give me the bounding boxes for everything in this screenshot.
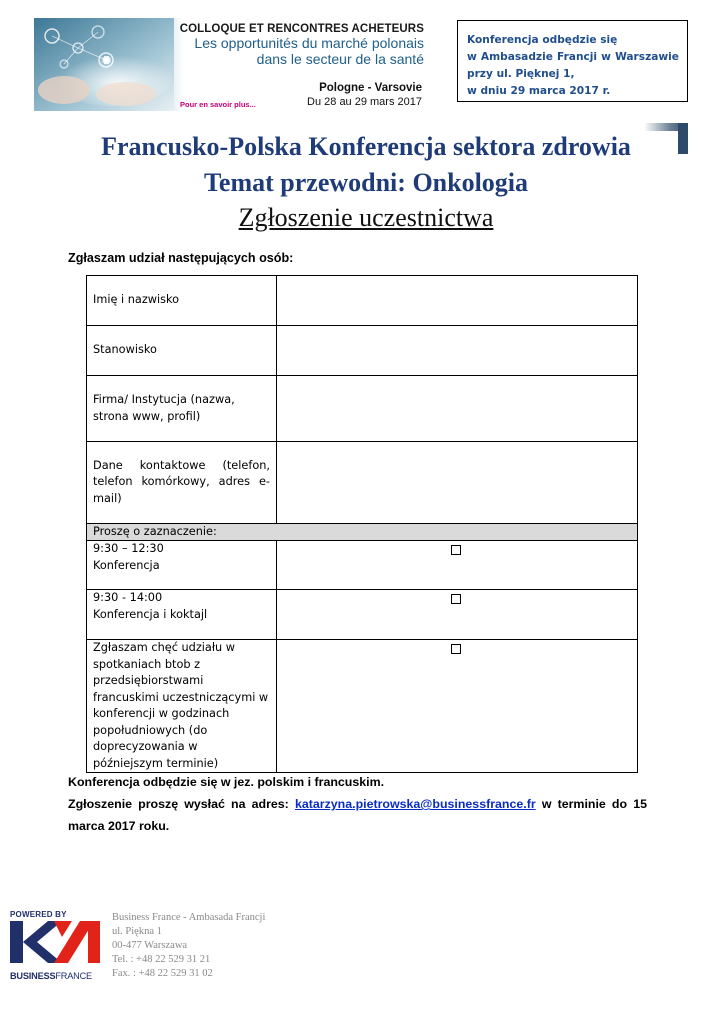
field-label-contact: Dane kontaktowe (telefon, telefon komórkowy, adres e-mail) bbox=[87, 442, 277, 524]
submission-note bbox=[68, 793, 647, 837]
submission-prefix: Zgłoszenie proszę wysłać na adres: bbox=[68, 797, 289, 811]
field-label-company: Firma/ Instytucja (nazwa, strona www, profil) bbox=[87, 376, 277, 442]
venue-line-3: przy ul. Pięknej 1, bbox=[467, 68, 575, 80]
option-conference-cell bbox=[277, 541, 638, 590]
footer-address bbox=[112, 911, 265, 981]
field-input-name[interactable] bbox=[277, 276, 638, 326]
venue-info-box bbox=[457, 20, 688, 102]
field-input-company[interactable] bbox=[277, 376, 638, 442]
powered-by-text: POWERED BY bbox=[10, 910, 67, 919]
contact-email-link[interactable]: katarzyna.pietrowska@businessfrance.fr bbox=[294, 797, 536, 811]
checkbox-btob[interactable] bbox=[451, 644, 461, 654]
option-cocktail-cell bbox=[277, 590, 638, 640]
option-conference bbox=[87, 541, 277, 590]
banner-subtitle-2: dans le secteur de la santé bbox=[256, 51, 424, 67]
registration-form bbox=[86, 275, 638, 773]
option-cocktail-label: Konferencja i koktajl bbox=[93, 607, 208, 621]
banner-city: Pologne - Varsovie bbox=[319, 82, 422, 94]
page-subtitle: Temat przewodni: Onkologia bbox=[203, 168, 529, 197]
option-cocktail-time: 9:30 - 14:00 bbox=[93, 591, 163, 604]
field-label-name: Imię i nazwisko bbox=[87, 276, 277, 326]
intro-text: Zgłaszam udział następujących osób: bbox=[68, 251, 294, 265]
submission-suffix: w terminie do 15 marca 2017 roku. bbox=[68, 797, 647, 833]
option-btob-label: Zgłaszam chęć udziału w spotkaniach btob z przedsiębiorstwami francuskimi uczestniczącymi w konferencji w godzinach popołudniowych (do doprecyzowania w późniejszym terminie) bbox=[93, 641, 269, 770]
banner-dates: Du 28 au 29 mars 2017 bbox=[307, 96, 422, 108]
business-france-logo bbox=[10, 910, 102, 981]
venue-line-4: w dniu 29 marca 2017 r. bbox=[467, 85, 611, 97]
venue-line-2: w Ambasadzie Francji w Warszawie bbox=[467, 51, 679, 63]
checkbox-conference[interactable] bbox=[451, 545, 461, 555]
field-label-position: Stanowisko bbox=[87, 326, 277, 376]
option-btob-cell bbox=[277, 640, 638, 773]
banner-headline: COLLOQUE ET RENCONTRES ACHETEURS bbox=[179, 23, 424, 35]
medical-photo bbox=[34, 18, 174, 111]
page-title: Francusko-Polska Konferencja sektora zdrowia bbox=[101, 132, 631, 161]
brand-light: FRANCE bbox=[55, 971, 92, 981]
banner-more-link[interactable]: Pour en savoir plus... bbox=[180, 100, 256, 109]
address-line-3: 00-477 Warszawa bbox=[112, 940, 188, 951]
address-phone: Tel. : +48 22 529 31 21 bbox=[112, 954, 211, 965]
banner-subtitle-1: Les opportunités du marché polonais bbox=[194, 35, 424, 51]
option-btob bbox=[87, 640, 277, 773]
option-conference-time: 9:30 – 12:30 bbox=[93, 542, 164, 555]
venue-line-1: Konferencja odbędzie się bbox=[467, 34, 618, 46]
option-conference-cocktail bbox=[87, 590, 277, 640]
form-title: Zgłoszenie uczestnictwa bbox=[238, 203, 494, 232]
field-input-position[interactable] bbox=[277, 326, 638, 376]
business-france-wordmark bbox=[10, 971, 102, 981]
event-banner bbox=[34, 18, 428, 111]
banner-text bbox=[176, 23, 424, 67]
field-input-contact[interactable] bbox=[277, 442, 638, 524]
address-fax: Fax. : +48 22 529 31 02 bbox=[112, 968, 213, 979]
checkbox-cocktail[interactable] bbox=[451, 594, 461, 604]
business-france-mark-icon bbox=[10, 919, 102, 965]
option-conference-label: Konferencja bbox=[93, 558, 160, 572]
section-header: Proszę o zaznaczenie: bbox=[87, 524, 638, 541]
address-line-2: ul. Piękna 1 bbox=[112, 926, 162, 937]
brand-bold: BUSINESS bbox=[10, 971, 56, 981]
address-line-1: Business France - Ambasada Francji bbox=[112, 912, 266, 923]
language-note: Konferencja odbędzie się w jez. polskim i francuskim. bbox=[68, 775, 385, 789]
